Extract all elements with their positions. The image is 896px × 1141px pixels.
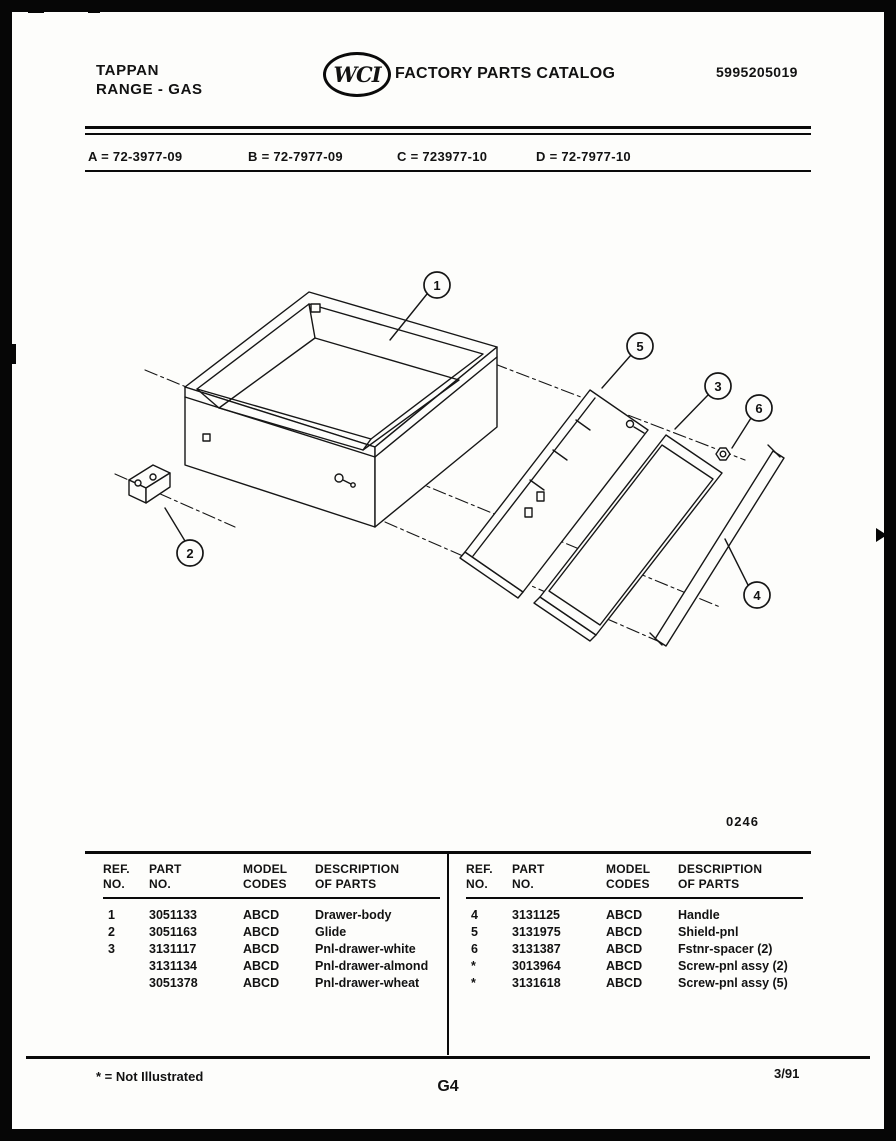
ref-no: 4 <box>471 908 478 922</box>
callout-4 <box>744 582 770 608</box>
part-description: Handle <box>678 908 720 922</box>
ref-no: * <box>471 959 476 973</box>
part-description: Pnl-drawer-wheat <box>315 976 420 990</box>
part-no: 3131134 <box>149 959 197 973</box>
ref-no: 2 <box>108 925 115 939</box>
part-no: 3013964 <box>512 959 561 973</box>
part-no: 3051378 <box>149 976 198 990</box>
catalog-title: FACTORY PARTS CATALOG <box>395 65 616 82</box>
publication-number: 5995205019 <box>716 64 798 80</box>
callout-3-label: 3 <box>714 379 722 394</box>
ref-no: 5 <box>471 925 478 939</box>
col-header-part: PART NO. <box>149 862 182 891</box>
ref-no: 3 <box>108 942 115 956</box>
scan-mark-3 <box>10 344 16 364</box>
part-no: 3131618 <box>512 976 561 990</box>
part-no: 3131975 <box>512 925 561 939</box>
model-d: D = 72-7977-10 <box>536 149 631 164</box>
model-codes: ABCD <box>243 908 280 922</box>
not-illustrated-note: * = Not Illustrated <box>96 1069 204 1084</box>
part-description: Glide <box>315 925 347 939</box>
model-codes: ABCD <box>243 942 280 956</box>
wci-logo-icon <box>323 52 391 97</box>
col-header-desc: DESCRIPTION OF PARTS <box>678 862 763 891</box>
scan-mark-2 <box>88 4 100 13</box>
model-codes: ABCD <box>243 925 280 939</box>
glide-drawing <box>129 465 170 503</box>
model-b: B = 72-7977-09 <box>248 149 343 164</box>
callout-4-label: 4 <box>753 588 761 603</box>
model-c: C = 723977-10 <box>397 149 488 164</box>
ref-no <box>103 975 149 992</box>
part-no: 3131125 <box>512 908 560 922</box>
model-codes: ABCD <box>243 976 280 990</box>
model-a: A = 72-3977-09 <box>88 149 183 164</box>
drawer-body-drawing <box>185 292 497 527</box>
part-description: Fstnr-spacer (2) <box>678 942 773 956</box>
spacer-drawing <box>716 448 730 460</box>
scan-mark-1 <box>28 4 44 13</box>
header-rule-thin <box>85 133 811 135</box>
callout-2-label: 2 <box>186 546 194 561</box>
callout-5 <box>627 333 653 359</box>
col-header-part: PART NO. <box>512 862 545 891</box>
ref-no: * <box>471 976 476 990</box>
part-description: Pnl-drawer-almond <box>315 959 429 973</box>
model-codes: ABCD <box>606 976 643 990</box>
wci-logo-text: WCI <box>333 62 381 87</box>
part-no: 3051133 <box>149 908 197 922</box>
callout-6-label: 6 <box>755 401 763 416</box>
part-description: Shield-pnl <box>678 925 739 939</box>
ref-no <box>103 958 149 975</box>
model-codes: ABCD <box>606 925 643 939</box>
model-codes: ABCD <box>606 959 643 973</box>
callout-3 <box>705 373 731 399</box>
revision-date: 3/91 <box>774 1066 800 1081</box>
part-no: 3051163 <box>149 925 197 939</box>
col-header-model: MODEL CODES <box>606 862 651 891</box>
part-description: Pnl-drawer-white <box>315 942 416 956</box>
pointer-artifact <box>876 528 887 542</box>
footer-rule <box>26 1056 870 1059</box>
part-no: 3131117 <box>149 942 197 956</box>
table-header-rule <box>103 897 440 899</box>
parts-table-section <box>85 851 811 1055</box>
model-codes: ABCD <box>606 908 643 922</box>
callout-1 <box>424 272 450 298</box>
models-rule <box>85 170 811 172</box>
parts-table-right <box>448 854 811 1055</box>
ref-no: 6 <box>471 942 478 956</box>
part-description: Screw-pnl assy (2) <box>678 959 788 973</box>
model-codes: ABCD <box>606 942 643 956</box>
col-header-ref: REF. NO. <box>103 862 130 891</box>
callout-6 <box>746 395 772 421</box>
col-header-ref: REF. NO. <box>466 862 493 891</box>
brand-product: RANGE - GAS <box>96 81 203 98</box>
table-header-rule <box>466 897 803 899</box>
ref-no: 1 <box>108 908 115 922</box>
brand-name: TAPPAN <box>96 62 160 79</box>
brand-block <box>96 61 203 99</box>
col-header-model: MODEL CODES <box>243 862 288 891</box>
callout-1-label: 1 <box>433 278 441 293</box>
figure-number: 0246 <box>726 814 759 829</box>
part-description: Screw-pnl assy (5) <box>678 976 788 990</box>
exploded-view-diagram <box>85 192 811 812</box>
col-header-desc: DESCRIPTION OF PARTS <box>315 862 400 891</box>
callout-2 <box>177 540 203 566</box>
table-divider <box>447 854 449 1055</box>
model-codes: ABCD <box>243 959 280 973</box>
part-description: Drawer-body <box>315 908 392 922</box>
page-code: G4 <box>437 1078 459 1095</box>
part-no: 3131387 <box>512 942 561 956</box>
header-rule-thick <box>85 126 811 129</box>
callout-5-label: 5 <box>636 339 644 354</box>
parts-table-left <box>85 854 448 1055</box>
